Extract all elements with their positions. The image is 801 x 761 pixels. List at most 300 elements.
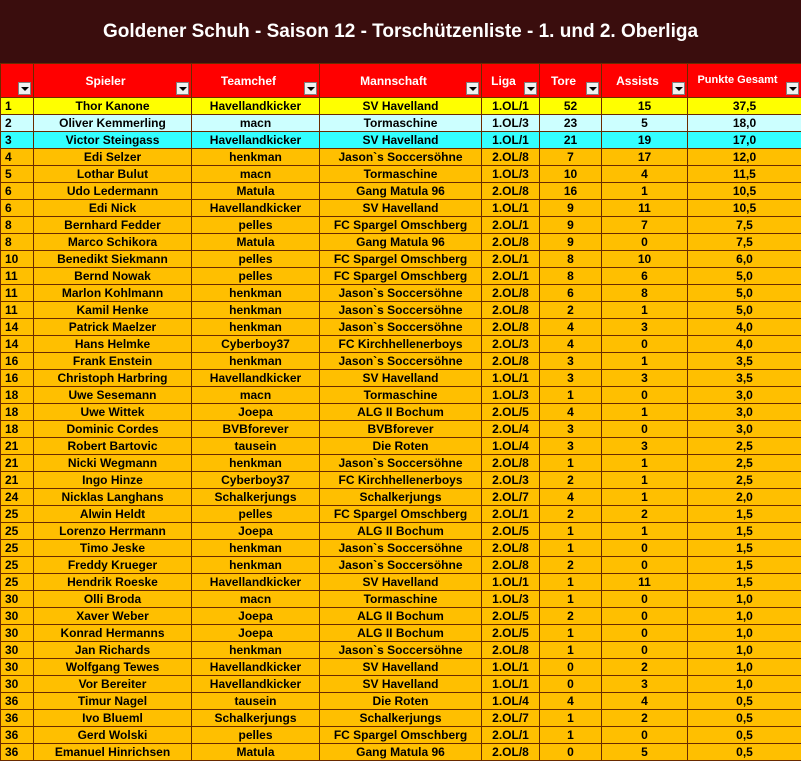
cell-teamchef[interactable]: Havellandkicker <box>192 132 320 149</box>
cell-mannschaft[interactable]: BVBforever <box>320 421 482 438</box>
cell-tore[interactable]: 23 <box>540 115 602 132</box>
cell-assists[interactable]: 0 <box>602 336 688 353</box>
cell-assists[interactable]: 0 <box>602 387 688 404</box>
cell-punkte[interactable]: 0,5 <box>688 710 801 727</box>
cell-liga[interactable]: 2.OL/8 <box>482 540 540 557</box>
cell-assists[interactable]: 8 <box>602 285 688 302</box>
cell-teamchef[interactable]: henkman <box>192 319 320 336</box>
cell-liga[interactable]: 1.OL/1 <box>482 132 540 149</box>
cell-rank[interactable]: 21 <box>1 438 34 455</box>
cell-spieler[interactable]: Olli Broda <box>34 591 192 608</box>
cell-spieler[interactable]: Xaver Weber <box>34 608 192 625</box>
cell-teamchef[interactable]: henkman <box>192 353 320 370</box>
cell-assists[interactable]: 7 <box>602 217 688 234</box>
cell-rank[interactable]: 25 <box>1 523 34 540</box>
cell-assists[interactable]: 0 <box>602 608 688 625</box>
cell-teamchef[interactable]: Cyberboy37 <box>192 336 320 353</box>
cell-assists[interactable]: 1 <box>602 353 688 370</box>
table-row[interactable] <box>1 489 801 506</box>
column-header-assists[interactable] <box>602 64 688 98</box>
cell-spieler[interactable]: Victor Steingass <box>34 132 192 149</box>
table-row[interactable] <box>1 523 801 540</box>
cell-rank[interactable]: 11 <box>1 285 34 302</box>
table-row[interactable] <box>1 319 801 336</box>
cell-punkte[interactable]: 2,5 <box>688 472 801 489</box>
cell-assists[interactable]: 4 <box>602 693 688 710</box>
cell-teamchef[interactable]: Havellandkicker <box>192 676 320 693</box>
cell-spieler[interactable]: Emanuel Hinrichsen <box>34 744 192 761</box>
cell-punkte[interactable]: 1,0 <box>688 625 801 642</box>
cell-teamchef[interactable]: Schalkerjungs <box>192 489 320 506</box>
cell-rank[interactable]: 25 <box>1 574 34 591</box>
cell-mannschaft[interactable]: SV Havelland <box>320 676 482 693</box>
cell-assists[interactable]: 0 <box>602 540 688 557</box>
cell-liga[interactable]: 2.OL/8 <box>482 353 540 370</box>
cell-rank[interactable]: 10 <box>1 251 34 268</box>
cell-punkte[interactable]: 1,5 <box>688 523 801 540</box>
cell-spieler[interactable]: Uwe Wittek <box>34 404 192 421</box>
cell-teamchef[interactable]: macn <box>192 166 320 183</box>
cell-mannschaft[interactable]: Jason`s Soccersöhne <box>320 285 482 302</box>
table-row[interactable] <box>1 302 801 319</box>
cell-punkte[interactable]: 3,5 <box>688 353 801 370</box>
cell-mannschaft[interactable]: FC Kirchhellenerboys <box>320 472 482 489</box>
table-row[interactable] <box>1 353 801 370</box>
cell-tore[interactable]: 16 <box>540 183 602 200</box>
cell-rank[interactable]: 4 <box>1 149 34 166</box>
cell-assists[interactable]: 1 <box>602 523 688 540</box>
cell-tore[interactable]: 1 <box>540 710 602 727</box>
cell-assists[interactable]: 4 <box>602 166 688 183</box>
cell-assists[interactable]: 0 <box>602 557 688 574</box>
cell-mannschaft[interactable]: Schalkerjungs <box>320 710 482 727</box>
table-row[interactable] <box>1 183 801 200</box>
cell-liga[interactable]: 1.OL/4 <box>482 438 540 455</box>
cell-tore[interactable]: 2 <box>540 302 602 319</box>
table-row[interactable] <box>1 285 801 302</box>
cell-spieler[interactable]: Marco Schikora <box>34 234 192 251</box>
cell-spieler[interactable]: Frank Enstein <box>34 353 192 370</box>
cell-assists[interactable]: 19 <box>602 132 688 149</box>
cell-punkte[interactable]: 5,0 <box>688 285 801 302</box>
table-row[interactable] <box>1 370 801 387</box>
cell-rank[interactable]: 14 <box>1 336 34 353</box>
cell-spieler[interactable]: Dominic Cordes <box>34 421 192 438</box>
cell-teamchef[interactable]: Joepa <box>192 404 320 421</box>
column-header-spieler[interactable] <box>34 64 192 98</box>
cell-rank[interactable]: 30 <box>1 625 34 642</box>
table-row[interactable] <box>1 455 801 472</box>
cell-mannschaft[interactable]: FC Spargel Omschberg <box>320 251 482 268</box>
cell-tore[interactable]: 3 <box>540 438 602 455</box>
cell-mannschaft[interactable]: SV Havelland <box>320 574 482 591</box>
cell-tore[interactable]: 1 <box>540 523 602 540</box>
cell-punkte[interactable]: 17,0 <box>688 132 801 149</box>
table-row[interactable] <box>1 659 801 676</box>
table-row[interactable] <box>1 676 801 693</box>
table-row[interactable] <box>1 200 801 217</box>
cell-teamchef[interactable]: Joepa <box>192 625 320 642</box>
table-row[interactable] <box>1 608 801 625</box>
cell-tore[interactable]: 2 <box>540 506 602 523</box>
cell-teamchef[interactable]: henkman <box>192 557 320 574</box>
cell-assists[interactable]: 0 <box>602 234 688 251</box>
cell-teamchef[interactable]: Havellandkicker <box>192 659 320 676</box>
cell-liga[interactable]: 2.OL/8 <box>482 744 540 761</box>
cell-rank[interactable]: 21 <box>1 472 34 489</box>
cell-mannschaft[interactable]: Jason`s Soccersöhne <box>320 455 482 472</box>
cell-rank[interactable]: 11 <box>1 302 34 319</box>
cell-teamchef[interactable]: tausein <box>192 693 320 710</box>
cell-mannschaft[interactable]: FC Spargel Omschberg <box>320 268 482 285</box>
cell-teamchef[interactable]: Havellandkicker <box>192 574 320 591</box>
cell-punkte[interactable]: 1,5 <box>688 557 801 574</box>
cell-punkte[interactable]: 10,5 <box>688 200 801 217</box>
cell-liga[interactable]: 1.OL/3 <box>482 166 540 183</box>
dropdown-arrow-icon[interactable] <box>672 82 685 95</box>
cell-mannschaft[interactable]: SV Havelland <box>320 370 482 387</box>
cell-punkte[interactable]: 1,0 <box>688 608 801 625</box>
dropdown-arrow-icon[interactable] <box>18 82 31 95</box>
cell-spieler[interactable]: Timur Nagel <box>34 693 192 710</box>
cell-punkte[interactable]: 4,0 <box>688 319 801 336</box>
cell-assists[interactable]: 15 <box>602 98 688 115</box>
table-row[interactable] <box>1 234 801 251</box>
cell-mannschaft[interactable]: Die Roten <box>320 438 482 455</box>
cell-liga[interactable]: 2.OL/1 <box>482 251 540 268</box>
cell-liga[interactable]: 1.OL/3 <box>482 591 540 608</box>
cell-liga[interactable]: 2.OL/8 <box>482 455 540 472</box>
cell-spieler[interactable]: Hans Helmke <box>34 336 192 353</box>
cell-punkte[interactable]: 1,5 <box>688 574 801 591</box>
cell-tore[interactable]: 10 <box>540 166 602 183</box>
cell-assists[interactable]: 0 <box>602 591 688 608</box>
cell-rank[interactable]: 2 <box>1 115 34 132</box>
cell-rank[interactable]: 36 <box>1 727 34 744</box>
cell-assists[interactable]: 11 <box>602 200 688 217</box>
cell-tore[interactable]: 1 <box>540 642 602 659</box>
cell-assists[interactable]: 0 <box>602 642 688 659</box>
cell-rank[interactable]: 8 <box>1 234 34 251</box>
cell-liga[interactable]: 2.OL/8 <box>482 234 540 251</box>
table-row[interactable] <box>1 387 801 404</box>
cell-tore[interactable]: 2 <box>540 472 602 489</box>
cell-punkte[interactable]: 18,0 <box>688 115 801 132</box>
cell-liga[interactable]: 2.OL/4 <box>482 421 540 438</box>
column-header-mannschaft[interactable] <box>320 64 482 98</box>
cell-liga[interactable]: 2.OL/1 <box>482 268 540 285</box>
cell-rank[interactable]: 36 <box>1 693 34 710</box>
cell-teamchef[interactable]: henkman <box>192 302 320 319</box>
cell-teamchef[interactable]: macn <box>192 387 320 404</box>
cell-punkte[interactable]: 2,0 <box>688 489 801 506</box>
cell-punkte[interactable]: 0,5 <box>688 744 801 761</box>
cell-mannschaft[interactable]: FC Spargel Omschberg <box>320 217 482 234</box>
cell-spieler[interactable]: Hendrik Roeske <box>34 574 192 591</box>
cell-teamchef[interactable]: henkman <box>192 642 320 659</box>
cell-tore[interactable]: 4 <box>540 319 602 336</box>
cell-spieler[interactable]: Bernhard Fedder <box>34 217 192 234</box>
cell-mannschaft[interactable]: SV Havelland <box>320 200 482 217</box>
cell-rank[interactable]: 3 <box>1 132 34 149</box>
table-row[interactable] <box>1 557 801 574</box>
cell-assists[interactable]: 3 <box>602 438 688 455</box>
table-row[interactable] <box>1 251 801 268</box>
column-header-liga[interactable] <box>482 64 540 98</box>
cell-tore[interactable]: 0 <box>540 659 602 676</box>
cell-mannschaft[interactable]: Jason`s Soccersöhne <box>320 353 482 370</box>
dropdown-arrow-icon[interactable] <box>176 82 189 95</box>
cell-spieler[interactable]: Marlon Kohlmann <box>34 285 192 302</box>
dropdown-arrow-icon[interactable] <box>304 82 317 95</box>
cell-assists[interactable]: 17 <box>602 149 688 166</box>
cell-mannschaft[interactable]: Gang Matula 96 <box>320 234 482 251</box>
cell-assists[interactable]: 10 <box>602 251 688 268</box>
cell-rank[interactable]: 30 <box>1 676 34 693</box>
cell-spieler[interactable]: Edi Selzer <box>34 149 192 166</box>
table-row[interactable] <box>1 642 801 659</box>
cell-liga[interactable]: 2.OL/3 <box>482 472 540 489</box>
cell-liga[interactable]: 1.OL/4 <box>482 693 540 710</box>
cell-tore[interactable]: 21 <box>540 132 602 149</box>
table-row[interactable] <box>1 115 801 132</box>
cell-rank[interactable]: 1 <box>1 98 34 115</box>
table-row[interactable] <box>1 166 801 183</box>
cell-assists[interactable]: 0 <box>602 727 688 744</box>
dropdown-arrow-icon[interactable] <box>586 82 599 95</box>
column-header-rank[interactable] <box>1 64 34 98</box>
cell-liga[interactable]: 2.OL/8 <box>482 319 540 336</box>
cell-punkte[interactable]: 3,5 <box>688 370 801 387</box>
cell-spieler[interactable]: Gerd Wolski <box>34 727 192 744</box>
cell-spieler[interactable]: Oliver Kemmerling <box>34 115 192 132</box>
cell-spieler[interactable]: Benedikt Siekmann <box>34 251 192 268</box>
cell-assists[interactable]: 0 <box>602 421 688 438</box>
cell-spieler[interactable]: Lothar Bulut <box>34 166 192 183</box>
cell-punkte[interactable]: 1,0 <box>688 659 801 676</box>
cell-liga[interactable]: 2.OL/1 <box>482 506 540 523</box>
cell-punkte[interactable]: 37,5 <box>688 98 801 115</box>
dropdown-arrow-icon[interactable] <box>466 82 479 95</box>
cell-assists[interactable]: 1 <box>602 302 688 319</box>
cell-rank[interactable]: 6 <box>1 183 34 200</box>
cell-spieler[interactable]: Edi Nick <box>34 200 192 217</box>
cell-liga[interactable]: 2.OL/8 <box>482 642 540 659</box>
cell-mannschaft[interactable]: Jason`s Soccersöhne <box>320 557 482 574</box>
cell-teamchef[interactable]: Havellandkicker <box>192 98 320 115</box>
cell-teamchef[interactable]: BVBforever <box>192 421 320 438</box>
table-row[interactable] <box>1 268 801 285</box>
cell-liga[interactable]: 1.OL/3 <box>482 387 540 404</box>
cell-liga[interactable]: 2.OL/8 <box>482 285 540 302</box>
cell-teamchef[interactable]: pelles <box>192 217 320 234</box>
cell-spieler[interactable]: Udo Ledermann <box>34 183 192 200</box>
cell-teamchef[interactable]: pelles <box>192 727 320 744</box>
cell-rank[interactable]: 25 <box>1 540 34 557</box>
cell-liga[interactable]: 2.OL/1 <box>482 727 540 744</box>
cell-liga[interactable]: 1.OL/1 <box>482 200 540 217</box>
cell-teamchef[interactable]: henkman <box>192 149 320 166</box>
cell-punkte[interactable]: 0,5 <box>688 727 801 744</box>
cell-punkte[interactable]: 12,0 <box>688 149 801 166</box>
cell-punkte[interactable]: 11,5 <box>688 166 801 183</box>
cell-rank[interactable]: 8 <box>1 217 34 234</box>
cell-mannschaft[interactable]: ALG II Bochum <box>320 608 482 625</box>
table-row[interactable] <box>1 540 801 557</box>
cell-mannschaft[interactable]: ALG II Bochum <box>320 625 482 642</box>
table-row[interactable] <box>1 149 801 166</box>
cell-punkte[interactable]: 1,5 <box>688 506 801 523</box>
cell-mannschaft[interactable]: Schalkerjungs <box>320 489 482 506</box>
cell-rank[interactable]: 18 <box>1 404 34 421</box>
cell-mannschaft[interactable]: Tormaschine <box>320 387 482 404</box>
cell-teamchef[interactable]: Schalkerjungs <box>192 710 320 727</box>
cell-punkte[interactable]: 5,0 <box>688 302 801 319</box>
column-header-teamchef[interactable] <box>192 64 320 98</box>
cell-spieler[interactable]: Konrad Hermanns <box>34 625 192 642</box>
cell-teamchef[interactable]: tausein <box>192 438 320 455</box>
cell-tore[interactable]: 1 <box>540 455 602 472</box>
cell-mannschaft[interactable]: SV Havelland <box>320 132 482 149</box>
cell-rank[interactable]: 36 <box>1 744 34 761</box>
cell-mannschaft[interactable]: FC Spargel Omschberg <box>320 506 482 523</box>
cell-assists[interactable]: 3 <box>602 370 688 387</box>
cell-spieler[interactable]: Patrick Maelzer <box>34 319 192 336</box>
cell-liga[interactable]: 1.OL/1 <box>482 676 540 693</box>
column-header-punkte[interactable] <box>688 64 801 98</box>
cell-rank[interactable]: 16 <box>1 370 34 387</box>
cell-spieler[interactable]: Nicklas Langhans <box>34 489 192 506</box>
cell-spieler[interactable]: Alwin Heldt <box>34 506 192 523</box>
cell-mannschaft[interactable]: FC Spargel Omschberg <box>320 727 482 744</box>
table-row[interactable] <box>1 693 801 710</box>
cell-punkte[interactable]: 5,0 <box>688 268 801 285</box>
cell-spieler[interactable]: Timo Jeske <box>34 540 192 557</box>
cell-spieler[interactable]: Ingo Hinze <box>34 472 192 489</box>
cell-tore[interactable]: 7 <box>540 149 602 166</box>
cell-spieler[interactable]: Kamil Henke <box>34 302 192 319</box>
cell-teamchef[interactable]: macn <box>192 591 320 608</box>
cell-teamchef[interactable]: Matula <box>192 183 320 200</box>
cell-rank[interactable]: 25 <box>1 506 34 523</box>
cell-rank[interactable]: 11 <box>1 268 34 285</box>
column-header-tore[interactable] <box>540 64 602 98</box>
cell-mannschaft[interactable]: SV Havelland <box>320 98 482 115</box>
cell-liga[interactable]: 1.OL/1 <box>482 370 540 387</box>
cell-punkte[interactable]: 1,0 <box>688 591 801 608</box>
cell-assists[interactable]: 5 <box>602 115 688 132</box>
cell-teamchef[interactable]: pelles <box>192 251 320 268</box>
cell-rank[interactable]: 14 <box>1 319 34 336</box>
cell-liga[interactable]: 2.OL/8 <box>482 149 540 166</box>
cell-spieler[interactable]: Bernd Nowak <box>34 268 192 285</box>
table-row[interactable] <box>1 591 801 608</box>
cell-mannschaft[interactable]: Jason`s Soccersöhne <box>320 302 482 319</box>
cell-teamchef[interactable]: Cyberboy37 <box>192 472 320 489</box>
cell-punkte[interactable]: 7,5 <box>688 234 801 251</box>
cell-liga[interactable]: 2.OL/8 <box>482 183 540 200</box>
dropdown-arrow-icon[interactable] <box>786 82 799 95</box>
cell-tore[interactable]: 3 <box>540 421 602 438</box>
cell-tore[interactable]: 1 <box>540 591 602 608</box>
cell-tore[interactable]: 9 <box>540 200 602 217</box>
cell-assists[interactable]: 1 <box>602 183 688 200</box>
cell-assists[interactable]: 2 <box>602 659 688 676</box>
cell-tore[interactable]: 2 <box>540 608 602 625</box>
cell-punkte[interactable]: 0,5 <box>688 693 801 710</box>
cell-teamchef[interactable]: Havellandkicker <box>192 200 320 217</box>
cell-tore[interactable]: 6 <box>540 285 602 302</box>
cell-tore[interactable]: 0 <box>540 744 602 761</box>
cell-assists[interactable]: 5 <box>602 744 688 761</box>
cell-tore[interactable]: 0 <box>540 676 602 693</box>
cell-liga[interactable]: 2.OL/3 <box>482 336 540 353</box>
cell-spieler[interactable]: Christoph Harbring <box>34 370 192 387</box>
cell-liga[interactable]: 2.OL/5 <box>482 523 540 540</box>
cell-mannschaft[interactable]: Tormaschine <box>320 166 482 183</box>
cell-teamchef[interactable]: henkman <box>192 540 320 557</box>
table-row[interactable] <box>1 625 801 642</box>
cell-liga[interactable]: 1.OL/1 <box>482 574 540 591</box>
table-row[interactable] <box>1 710 801 727</box>
cell-tore[interactable]: 4 <box>540 336 602 353</box>
cell-tore[interactable]: 3 <box>540 370 602 387</box>
cell-spieler[interactable]: Wolfgang Tewes <box>34 659 192 676</box>
cell-mannschaft[interactable]: ALG II Bochum <box>320 404 482 421</box>
cell-mannschaft[interactable]: Die Roten <box>320 693 482 710</box>
cell-tore[interactable]: 1 <box>540 574 602 591</box>
cell-assists[interactable]: 2 <box>602 506 688 523</box>
cell-spieler[interactable]: Nicki Wegmann <box>34 455 192 472</box>
cell-punkte[interactable]: 1,0 <box>688 676 801 693</box>
cell-tore[interactable]: 9 <box>540 217 602 234</box>
cell-assists[interactable]: 6 <box>602 268 688 285</box>
cell-teamchef[interactable]: pelles <box>192 268 320 285</box>
cell-punkte[interactable]: 3,0 <box>688 387 801 404</box>
cell-tore[interactable]: 4 <box>540 489 602 506</box>
cell-spieler[interactable]: Ivo Blueml <box>34 710 192 727</box>
cell-teamchef[interactable]: Joepa <box>192 523 320 540</box>
cell-rank[interactable]: 18 <box>1 421 34 438</box>
cell-assists[interactable]: 0 <box>602 625 688 642</box>
cell-punkte[interactable]: 2,5 <box>688 455 801 472</box>
cell-liga[interactable]: 2.OL/8 <box>482 557 540 574</box>
table-row[interactable] <box>1 421 801 438</box>
cell-teamchef[interactable]: macn <box>192 115 320 132</box>
table-row[interactable] <box>1 336 801 353</box>
cell-tore[interactable]: 8 <box>540 268 602 285</box>
cell-mannschaft[interactable]: Jason`s Soccersöhne <box>320 642 482 659</box>
cell-mannschaft[interactable]: Gang Matula 96 <box>320 183 482 200</box>
cell-mannschaft[interactable]: Tormaschine <box>320 591 482 608</box>
cell-tore[interactable]: 1 <box>540 387 602 404</box>
cell-assists[interactable]: 3 <box>602 676 688 693</box>
table-row[interactable] <box>1 438 801 455</box>
cell-spieler[interactable]: Vor Bereiter <box>34 676 192 693</box>
cell-liga[interactable]: 2.OL/5 <box>482 625 540 642</box>
cell-liga[interactable]: 2.OL/7 <box>482 710 540 727</box>
table-row[interactable] <box>1 727 801 744</box>
cell-rank[interactable]: 24 <box>1 489 34 506</box>
cell-punkte[interactable]: 2,5 <box>688 438 801 455</box>
cell-assists[interactable]: 1 <box>602 489 688 506</box>
cell-assists[interactable]: 1 <box>602 472 688 489</box>
cell-liga[interactable]: 2.OL/5 <box>482 404 540 421</box>
cell-teamchef[interactable]: pelles <box>192 506 320 523</box>
cell-teamchef[interactable]: henkman <box>192 285 320 302</box>
cell-mannschaft[interactable]: Jason`s Soccersöhne <box>320 149 482 166</box>
cell-mannschaft[interactable]: ALG II Bochum <box>320 523 482 540</box>
